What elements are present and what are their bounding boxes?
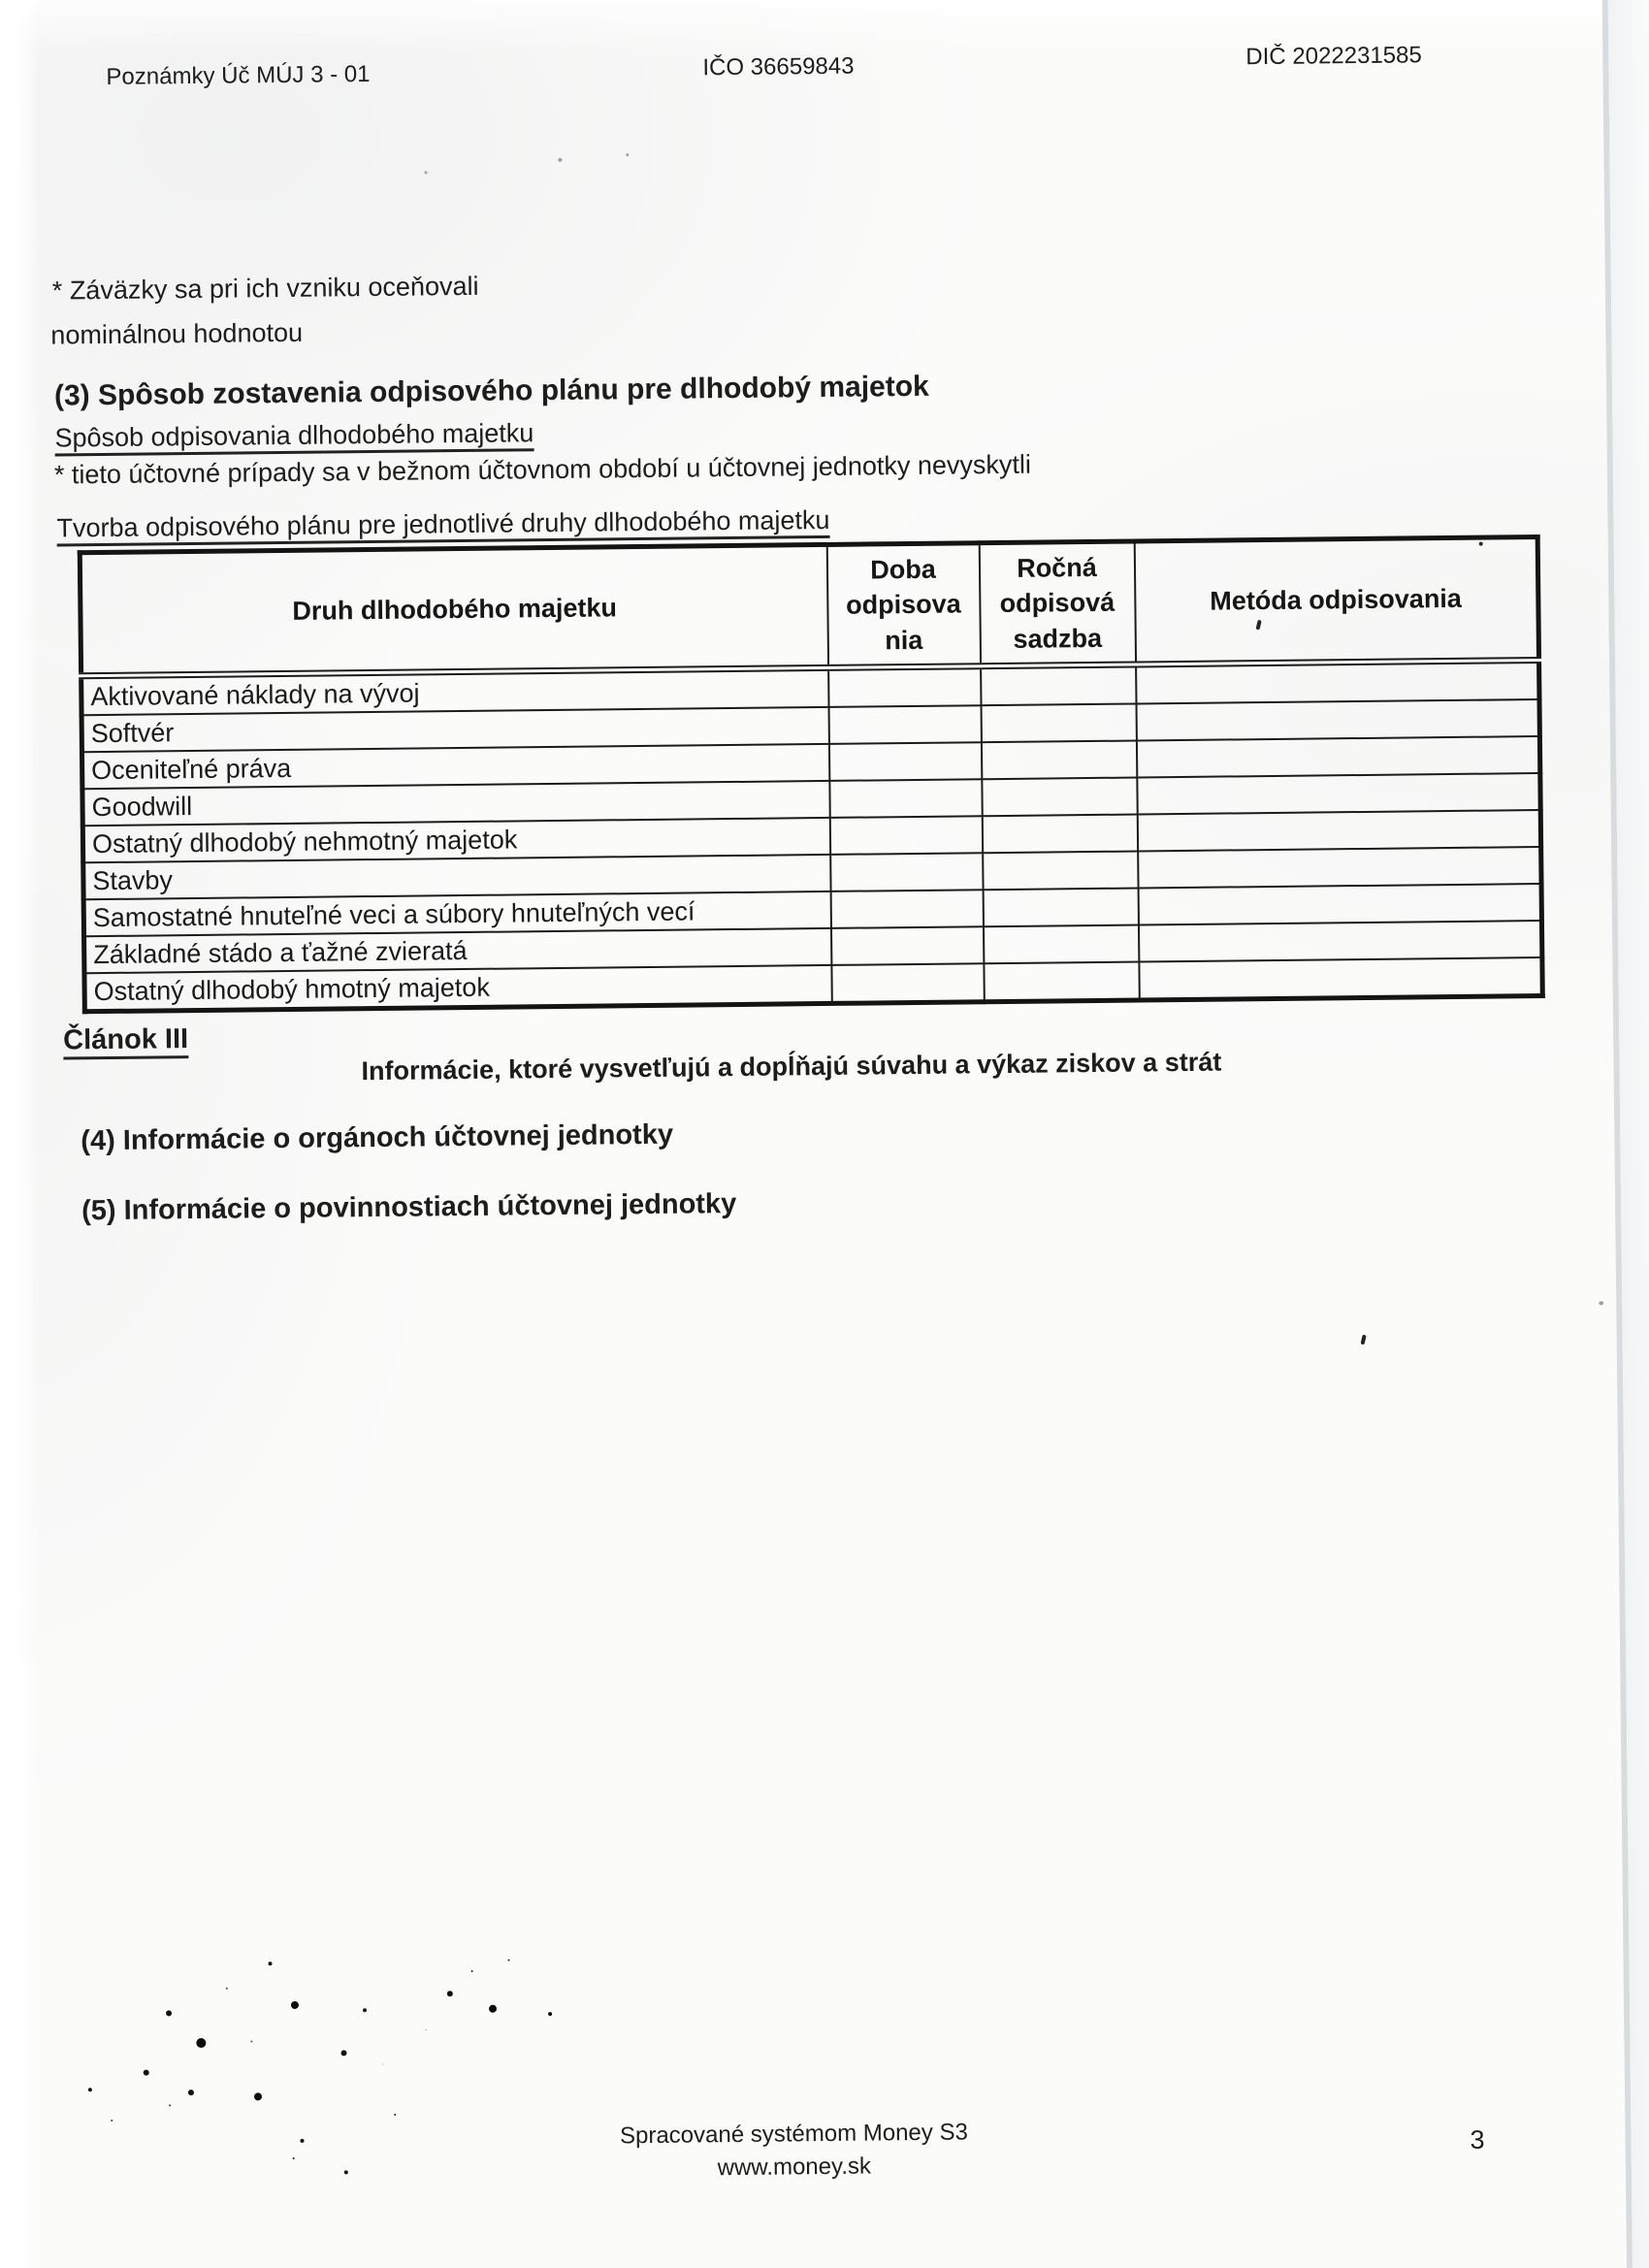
scan-speck xyxy=(1479,542,1483,546)
asset-type-cell: Softvér xyxy=(81,707,828,752)
empty-value-cell xyxy=(1138,847,1541,888)
section-3-heading: (3) Spôsob zostavenia odpisového plánu pre dlhodobý majetok xyxy=(53,370,929,412)
item-4-heading: (4) Informácie o orgánoch účtovnej jednotky xyxy=(81,1118,674,1157)
empty-value-cell xyxy=(983,852,1138,891)
col-header-method: Metóda odpisovania xyxy=(1134,537,1538,665)
empty-value-cell xyxy=(828,706,981,745)
asset-type-cell: Stavby xyxy=(83,855,830,899)
no-cases-note: * tieto účtovné prípady sa v bežnom účtovnom období u účtovnej jednotky nevyskytli xyxy=(53,449,1032,490)
generator-credit: Spracované systémom Money S3 xyxy=(619,2119,968,2150)
empty-value-cell xyxy=(981,664,1136,705)
empty-value-cell xyxy=(983,925,1138,964)
empty-value-cell xyxy=(1139,957,1542,1000)
empty-value-cell xyxy=(1137,773,1540,814)
empty-value-cell xyxy=(830,927,983,966)
asset-type-cell: Aktivované náklady na vývoj xyxy=(81,668,828,716)
empty-value-cell xyxy=(828,666,981,707)
depreciation-table-caption: Tvorba odpisového plánu pre jednotlivé druhy dlhodobého majetku xyxy=(56,505,829,547)
depreciation-method-subheading: Spôsob odpisovania dlhodobého majetku xyxy=(54,418,534,456)
scan-speck xyxy=(558,158,562,162)
empty-value-cell xyxy=(1136,661,1539,704)
empty-value-cell xyxy=(1138,921,1541,961)
article-heading: Článok III xyxy=(63,1023,188,1059)
empty-value-cell xyxy=(981,704,1136,743)
empty-value-cell xyxy=(981,741,1136,780)
empty-value-cell xyxy=(982,815,1137,854)
asset-type-cell: Goodwill xyxy=(82,781,829,826)
ink-splatter xyxy=(48,1949,54,1955)
scan-speck xyxy=(425,171,428,174)
empty-value-cell xyxy=(830,854,983,892)
empty-value-cell xyxy=(831,964,984,1004)
col-header-annual-rate: Ročná odpisová sadzba xyxy=(979,541,1135,666)
table-header-row xyxy=(80,537,1538,677)
page-number: 3 xyxy=(1470,2124,1485,2155)
empty-value-cell xyxy=(829,817,982,856)
article-subtitle: Informácie, ktoré vysvetľujú a dopĺňajú súvahu a výkaz ziskov a strát xyxy=(361,1047,1222,1086)
col-header-asset-type: Druh dlhodobého majetku xyxy=(80,544,827,676)
empty-value-cell xyxy=(829,780,982,819)
asset-type-cell: Ostatný dlhodobý nehmotný majetok xyxy=(82,818,829,862)
depreciation-table xyxy=(78,535,1545,1015)
scan-mark xyxy=(1361,1335,1367,1345)
empty-value-cell xyxy=(1136,699,1539,740)
generator-url: www.money.sk xyxy=(717,2153,872,2182)
col-header-depreciation-period: Doba odpisova nia xyxy=(826,543,980,668)
empty-value-cell xyxy=(1137,810,1540,851)
form-code: Poznámky Úč MÚJ 3 - 01 xyxy=(106,61,371,90)
asset-type-cell: Samostatné hnuteľné veci a súbory hnuteľných vecí xyxy=(83,891,830,936)
dic-number: DIČ 2022231585 xyxy=(1245,42,1422,71)
scan-speck xyxy=(626,153,629,156)
empty-value-cell xyxy=(830,891,983,929)
empty-value-cell xyxy=(983,889,1138,927)
empty-value-cell xyxy=(1136,736,1539,777)
ico-number: IČO 36659843 xyxy=(702,52,855,81)
empty-value-cell xyxy=(828,743,981,782)
empty-value-cell xyxy=(1138,884,1541,924)
empty-value-cell xyxy=(982,778,1137,817)
empty-value-cell xyxy=(984,962,1139,1002)
asset-type-cell: Ostatný dlhodobý hmotný majetok xyxy=(84,965,831,1012)
asset-type-cell: Základné stádo a ťažné zvieratá xyxy=(84,928,831,973)
asset-type-cell: Oceniteľné práva xyxy=(81,744,828,789)
scan-speck xyxy=(1599,1301,1603,1305)
liabilities-note-line1: * Záväzky sa pri ich vzniku oceňovali xyxy=(51,271,479,306)
liabilities-note-line2: nominálnou hodnotou xyxy=(50,317,304,350)
item-5-heading: (5) Informácie o povinnostiach účtovnej jednotky xyxy=(81,1187,737,1227)
